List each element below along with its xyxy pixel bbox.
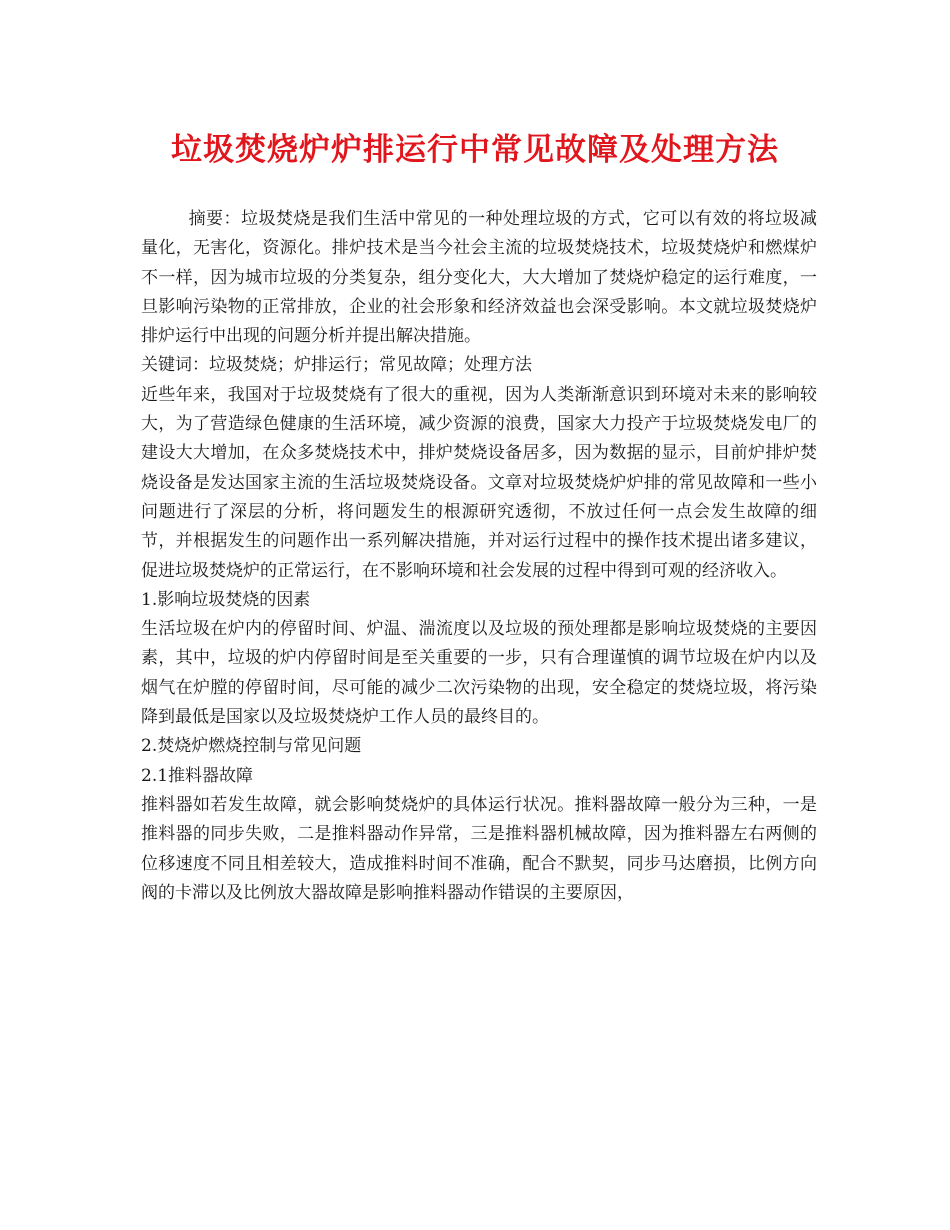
intro-paragraph: 近些年来，我国对于垃圾焚烧有了很大的重视，因为人类渐渐意识到环境对未来的影响较大，为了营造绿色健康的生活环境，减少资源的浪费，国家大力投产于垃圾焚烧发电厂的建设大大增加，在众多焚烧技术中，排炉焚烧设备居多，因为数据的显示，目前炉排炉焚烧设备是发达国家主流的生活垃圾焚烧设备。文章对垃圾焚烧炉炉排的常见故障和一些小问题进行了深层的分析，将问题发生的根源研究透彻，不放过任何一点会发生故障的细节，并根据发生的问题作出一系列解决措施，并对运行过程中的操作技术提出诸多建议，促进垃圾焚烧炉的正常运行，在不影响环境和社会发展的过程中得到可观的经济收入。 [141, 384, 817, 581]
abstract-paragraph: 摘要：垃圾焚烧是我们生活中常见的一种处理垃圾的方式，它可以有效的将垃圾减量化，无害化，资源化。排炉技术是当今社会主流的垃圾焚烧技术，垃圾焚烧炉和燃煤炉不一样，因为城市垃圾的分类复杂，组分变化大，大大增加了焚烧炉稳定的运行难度，一旦影响污染物的正常排放，企业的社会形象和经济效益也会深受影响。本文就垃圾焚烧炉排炉运行中出现的问题分析并提出解决措施。 [141, 209, 817, 347]
section-2-1-paragraph: 推料器如若发生故障，就会影响焚烧炉的具体运行状况。推料器故障一般分为三种，一是推料器的同步失败，二是推料器动作异常，三是推料器机械故障，因为推料器左右两侧的位移速度不同且相差较大，造成推料时间不准确，配合不默契，同步马达磨损，比例方向阀的卡滞以及比例放大器故障是影响推料器动作错误的主要原因， [141, 794, 817, 903]
section-2-heading: 2.焚烧炉燃烧控制与常见问题 [141, 736, 362, 757]
section-2-1-heading: 2.1推料器故障 [141, 765, 254, 786]
keywords-line: 关键词：垃圾焚烧；炉排运行；常见故障；处理方法 [141, 355, 532, 376]
section-1-heading: 1.影响垃圾焚烧的因素 [141, 589, 311, 610]
section-1-paragraph: 生活垃圾在炉内的停留时间、炉温、湍流度以及垃圾的预处理都是影响垃圾焚烧的主要因素，其中，垃圾的炉内停留时间是至关重要的一步，只有合理谨慎的调节垃圾在炉内以及烟气在炉膛的停留时间，尽可能的减少二次污染物的出现，安全稳定的焚烧垃圾，将污染降到最低是国家以及垃圾焚烧炉工作人员的最终目的。 [141, 619, 817, 728]
document-title: 垃圾焚烧炉炉排运行中常见故障及处理方法 [171, 132, 779, 168]
document-body [141, 205, 817, 908]
